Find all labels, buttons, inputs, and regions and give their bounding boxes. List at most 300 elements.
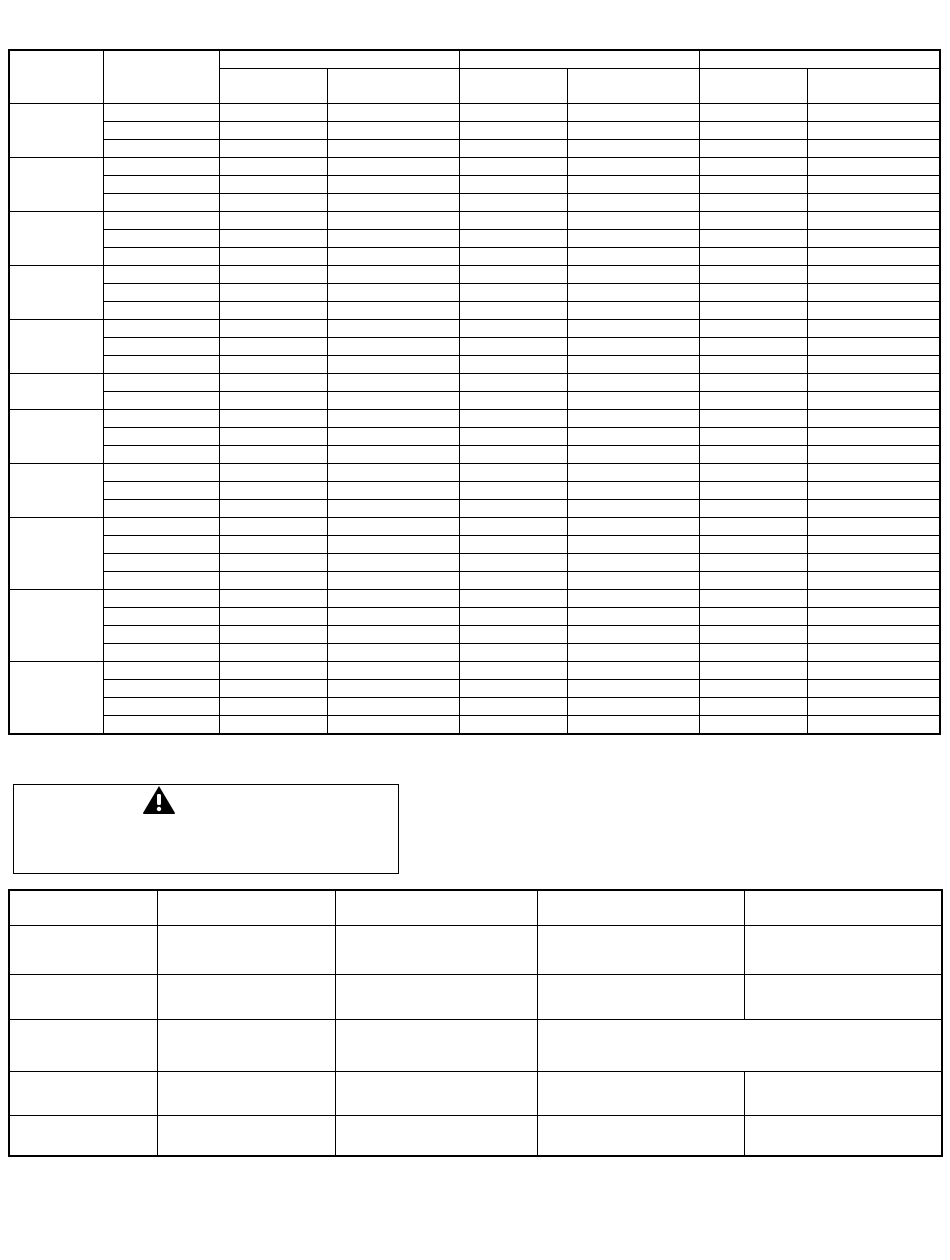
table-cell — [700, 428, 808, 446]
table-cell — [327, 194, 459, 212]
table-row — [9, 698, 940, 716]
table-cell — [219, 716, 327, 735]
group-label-cell — [9, 464, 103, 518]
table-cell — [568, 518, 700, 536]
table-cell — [335, 1019, 537, 1071]
table-cell — [157, 925, 335, 974]
table-cell — [700, 158, 808, 176]
table-cell — [219, 302, 327, 320]
table-cell — [537, 1115, 744, 1156]
table-cell — [327, 428, 459, 446]
table-cell — [103, 590, 219, 608]
table-cell — [568, 212, 700, 230]
table-cell — [700, 374, 808, 392]
table-cell — [744, 925, 942, 974]
table-cell — [808, 464, 940, 482]
table-row — [9, 392, 940, 410]
header-cell — [9, 50, 103, 104]
table-cell — [459, 212, 567, 230]
table-cell — [327, 140, 459, 158]
table-row — [9, 230, 940, 248]
table-cell — [808, 626, 940, 644]
table-cell — [568, 662, 700, 680]
table-cell — [103, 230, 219, 248]
table-cell — [808, 608, 940, 626]
warning-box — [13, 784, 399, 874]
table-cell — [327, 518, 459, 536]
table-cell — [700, 284, 808, 302]
table-cell — [700, 644, 808, 662]
table-cell — [103, 626, 219, 644]
table-cell — [219, 662, 327, 680]
table-cell — [537, 974, 744, 1019]
table-cell — [103, 464, 219, 482]
table-cell — [808, 500, 940, 518]
table-cell — [700, 590, 808, 608]
table-cell — [808, 176, 940, 194]
table-cell — [157, 890, 335, 925]
table-cell — [700, 248, 808, 266]
table-cell — [327, 554, 459, 572]
table-row — [9, 122, 940, 140]
table-cell — [459, 176, 567, 194]
table-cell — [219, 248, 327, 266]
subheader-cell — [700, 69, 808, 104]
table-cell — [335, 1071, 537, 1115]
table-cell — [808, 338, 940, 356]
header-group-cell — [219, 50, 459, 69]
table-cell — [327, 446, 459, 464]
table-cell — [808, 698, 940, 716]
table-cell — [157, 1019, 335, 1071]
table-cell — [808, 554, 940, 572]
table-cell — [459, 500, 567, 518]
table-cell — [459, 662, 567, 680]
table-cell — [219, 590, 327, 608]
table-row — [9, 626, 940, 644]
table-cell — [459, 356, 567, 374]
table-cell — [459, 338, 567, 356]
table-cell — [327, 662, 459, 680]
table-cell — [327, 392, 459, 410]
table-cell — [157, 1115, 335, 1156]
table-row — [9, 374, 940, 392]
table-cell — [568, 644, 700, 662]
table-cell — [103, 482, 219, 500]
table-cell — [219, 428, 327, 446]
table-cell — [103, 518, 219, 536]
table-row — [9, 1071, 942, 1115]
table-cell — [568, 158, 700, 176]
table-row — [9, 644, 940, 662]
table-cell — [335, 890, 537, 925]
table-cell — [700, 320, 808, 338]
table-cell — [700, 194, 808, 212]
table-cell — [568, 140, 700, 158]
table-cell — [459, 518, 567, 536]
table-cell — [459, 446, 567, 464]
table-cell — [103, 284, 219, 302]
table-cell — [327, 176, 459, 194]
table-cell — [459, 698, 567, 716]
table-cell — [459, 536, 567, 554]
table-cell — [568, 482, 700, 500]
table-cell — [808, 644, 940, 662]
table-cell — [700, 608, 808, 626]
table-cell — [700, 536, 808, 554]
table-cell — [700, 104, 808, 122]
table-cell — [568, 338, 700, 356]
table-cell — [808, 392, 940, 410]
table-cell — [219, 230, 327, 248]
table-cell — [459, 284, 567, 302]
subheader-cell — [219, 69, 327, 104]
table-row — [9, 536, 940, 554]
table-cell — [219, 356, 327, 374]
table-cell — [9, 1115, 157, 1156]
table-cell — [103, 356, 219, 374]
table-cell — [219, 140, 327, 158]
table-cell — [327, 212, 459, 230]
table-cell — [808, 104, 940, 122]
table-cell — [327, 698, 459, 716]
table-cell — [568, 590, 700, 608]
table-cell — [808, 680, 940, 698]
table-cell — [103, 338, 219, 356]
table-cell — [219, 518, 327, 536]
table-cell — [808, 536, 940, 554]
table-row — [9, 974, 942, 1019]
table-cell — [335, 925, 537, 974]
table-cell-merged — [537, 1019, 942, 1071]
subheader-cell — [327, 69, 459, 104]
table-cell — [103, 122, 219, 140]
table-cell — [157, 974, 335, 1019]
table-cell — [327, 500, 459, 518]
table-cell — [219, 176, 327, 194]
table-cell — [568, 446, 700, 464]
table-row — [9, 320, 940, 338]
table-cell — [568, 626, 700, 644]
table-row — [9, 482, 940, 500]
table-cell — [568, 302, 700, 320]
table-cell — [459, 140, 567, 158]
table-cell — [103, 698, 219, 716]
table-cell — [327, 122, 459, 140]
table-cell — [327, 464, 459, 482]
table-cell — [700, 698, 808, 716]
group-label-cell — [9, 212, 103, 266]
table-cell — [568, 284, 700, 302]
table-cell — [9, 1071, 157, 1115]
table-cell — [219, 374, 327, 392]
table-cell — [700, 554, 808, 572]
table-cell — [327, 572, 459, 590]
lower-table — [8, 889, 943, 1157]
group-label-cell — [9, 590, 103, 662]
table-cell — [808, 518, 940, 536]
table-cell — [327, 482, 459, 500]
table-cell — [219, 320, 327, 338]
table-cell — [459, 122, 567, 140]
table-cell — [568, 554, 700, 572]
table-cell — [327, 158, 459, 176]
table-row — [9, 410, 940, 428]
table-cell — [459, 644, 567, 662]
table-cell — [808, 158, 940, 176]
table-cell — [103, 302, 219, 320]
table-cell — [568, 176, 700, 194]
table-cell — [327, 320, 459, 338]
table-cell — [808, 194, 940, 212]
table-cell — [103, 716, 219, 735]
table-cell — [808, 572, 940, 590]
table-cell — [568, 320, 700, 338]
subheader-cell — [808, 69, 940, 104]
table-cell — [459, 572, 567, 590]
table-cell — [459, 158, 567, 176]
table-cell — [459, 590, 567, 608]
group-label-cell — [9, 266, 103, 320]
table-cell — [103, 446, 219, 464]
table-cell — [327, 608, 459, 626]
header-group-cell — [459, 50, 699, 69]
table-row — [9, 608, 940, 626]
table-cell — [808, 212, 940, 230]
table-row — [9, 500, 940, 518]
table-cell — [537, 890, 744, 925]
table-cell — [568, 500, 700, 518]
table-cell — [103, 374, 219, 392]
table-row — [9, 284, 940, 302]
table-cell — [700, 212, 808, 230]
table-cell — [327, 410, 459, 428]
table-cell — [808, 662, 940, 680]
table-cell — [103, 644, 219, 662]
table-cell — [700, 626, 808, 644]
table-cell — [327, 302, 459, 320]
table-cell — [568, 464, 700, 482]
table-cell — [327, 716, 459, 735]
table-row — [9, 176, 940, 194]
table-cell — [219, 338, 327, 356]
table-cell — [327, 356, 459, 374]
table-cell — [568, 680, 700, 698]
table-row — [9, 212, 940, 230]
table-cell — [219, 194, 327, 212]
table-cell — [219, 554, 327, 572]
table-cell — [459, 320, 567, 338]
group-label-cell — [9, 374, 103, 410]
table-cell — [459, 194, 567, 212]
table-row — [9, 356, 940, 374]
table-cell — [568, 698, 700, 716]
table-cell — [568, 716, 700, 735]
table-row — [9, 925, 942, 974]
group-label-cell — [9, 518, 103, 590]
table-cell — [808, 716, 940, 735]
table-cell — [808, 428, 940, 446]
table-cell — [103, 320, 219, 338]
group-label-cell — [9, 158, 103, 212]
table-cell — [568, 410, 700, 428]
table-cell — [808, 356, 940, 374]
table-cell — [568, 572, 700, 590]
table-cell — [103, 392, 219, 410]
table-cell — [568, 356, 700, 374]
table-cell — [103, 680, 219, 698]
table-cell — [700, 122, 808, 140]
table-cell — [700, 716, 808, 735]
table-row — [9, 104, 940, 122]
table-cell — [219, 392, 327, 410]
table-cell — [327, 374, 459, 392]
table-cell — [103, 212, 219, 230]
table-cell — [808, 284, 940, 302]
table-cell — [459, 554, 567, 572]
table-cell — [327, 248, 459, 266]
table-cell — [9, 1019, 157, 1071]
table-cell — [700, 680, 808, 698]
table-cell — [459, 482, 567, 500]
subheader-cell — [568, 69, 700, 104]
table-cell — [327, 644, 459, 662]
table-cell — [700, 482, 808, 500]
table-row — [9, 572, 940, 590]
header-cell — [103, 50, 219, 104]
table-cell — [459, 248, 567, 266]
group-label-cell — [9, 104, 103, 158]
table-cell — [103, 266, 219, 284]
table-cell — [568, 536, 700, 554]
table-cell — [219, 644, 327, 662]
table-row — [9, 662, 940, 680]
table-row — [9, 338, 940, 356]
table-cell — [537, 925, 744, 974]
table-row — [9, 464, 940, 482]
table-cell — [459, 716, 567, 735]
table-cell — [700, 518, 808, 536]
table-cell — [103, 428, 219, 446]
table-row — [9, 140, 940, 158]
specification-table — [8, 49, 941, 735]
subheader-cell — [459, 69, 567, 104]
table-cell — [459, 392, 567, 410]
table-cell — [459, 302, 567, 320]
table-cell — [808, 248, 940, 266]
table-cell — [568, 122, 700, 140]
table-cell — [568, 266, 700, 284]
table-cell — [700, 140, 808, 158]
table-header-row — [9, 50, 940, 69]
table-cell — [219, 104, 327, 122]
table-cell — [744, 974, 942, 1019]
table-cell — [537, 1071, 744, 1115]
table-cell — [219, 266, 327, 284]
table-cell — [103, 572, 219, 590]
table-cell — [103, 410, 219, 428]
table-cell — [219, 536, 327, 554]
table-cell — [700, 266, 808, 284]
table-cell — [459, 680, 567, 698]
table-cell — [219, 626, 327, 644]
table-cell — [335, 1115, 537, 1156]
table-cell — [459, 428, 567, 446]
table-cell — [103, 176, 219, 194]
header-group-cell — [700, 50, 940, 69]
table-cell — [700, 176, 808, 194]
table-cell — [808, 482, 940, 500]
table-cell — [744, 1115, 942, 1156]
table-cell — [700, 464, 808, 482]
table-cell — [219, 284, 327, 302]
table-row — [9, 554, 940, 572]
table-cell — [219, 608, 327, 626]
table-cell — [219, 698, 327, 716]
table-cell — [700, 500, 808, 518]
table-cell — [459, 464, 567, 482]
table-cell — [700, 662, 808, 680]
table-cell — [568, 428, 700, 446]
table-row — [9, 248, 940, 266]
table-cell — [568, 608, 700, 626]
table-row — [9, 1019, 942, 1071]
table-cell — [327, 536, 459, 554]
table-cell — [700, 338, 808, 356]
table-cell — [219, 158, 327, 176]
table-row — [9, 590, 940, 608]
table-cell — [459, 266, 567, 284]
table-cell — [808, 122, 940, 140]
table-cell — [459, 230, 567, 248]
table-cell — [327, 626, 459, 644]
table-cell — [459, 104, 567, 122]
table-cell — [219, 410, 327, 428]
table-cell — [327, 590, 459, 608]
group-label-cell — [9, 662, 103, 735]
table-cell — [327, 230, 459, 248]
table-cell — [103, 536, 219, 554]
table-cell — [700, 356, 808, 374]
table-cell — [327, 266, 459, 284]
table-cell — [568, 230, 700, 248]
table-cell — [459, 608, 567, 626]
table-row — [9, 716, 940, 735]
table-cell — [700, 410, 808, 428]
table-cell — [157, 1071, 335, 1115]
table-cell — [327, 338, 459, 356]
table-row — [9, 518, 940, 536]
table-cell — [744, 890, 942, 925]
group-label-cell — [9, 320, 103, 374]
table-cell — [700, 230, 808, 248]
table-cell — [459, 410, 567, 428]
table-cell — [103, 104, 219, 122]
table-cell — [744, 1071, 942, 1115]
table-cell — [808, 230, 940, 248]
table-cell — [327, 680, 459, 698]
table-cell — [808, 302, 940, 320]
table-cell — [219, 500, 327, 518]
table-row — [9, 194, 940, 212]
table-row — [9, 1115, 942, 1156]
table-row — [9, 302, 940, 320]
table-cell — [568, 104, 700, 122]
table-cell — [808, 320, 940, 338]
table-cell — [700, 302, 808, 320]
table-cell — [335, 974, 537, 1019]
table-row — [9, 266, 940, 284]
